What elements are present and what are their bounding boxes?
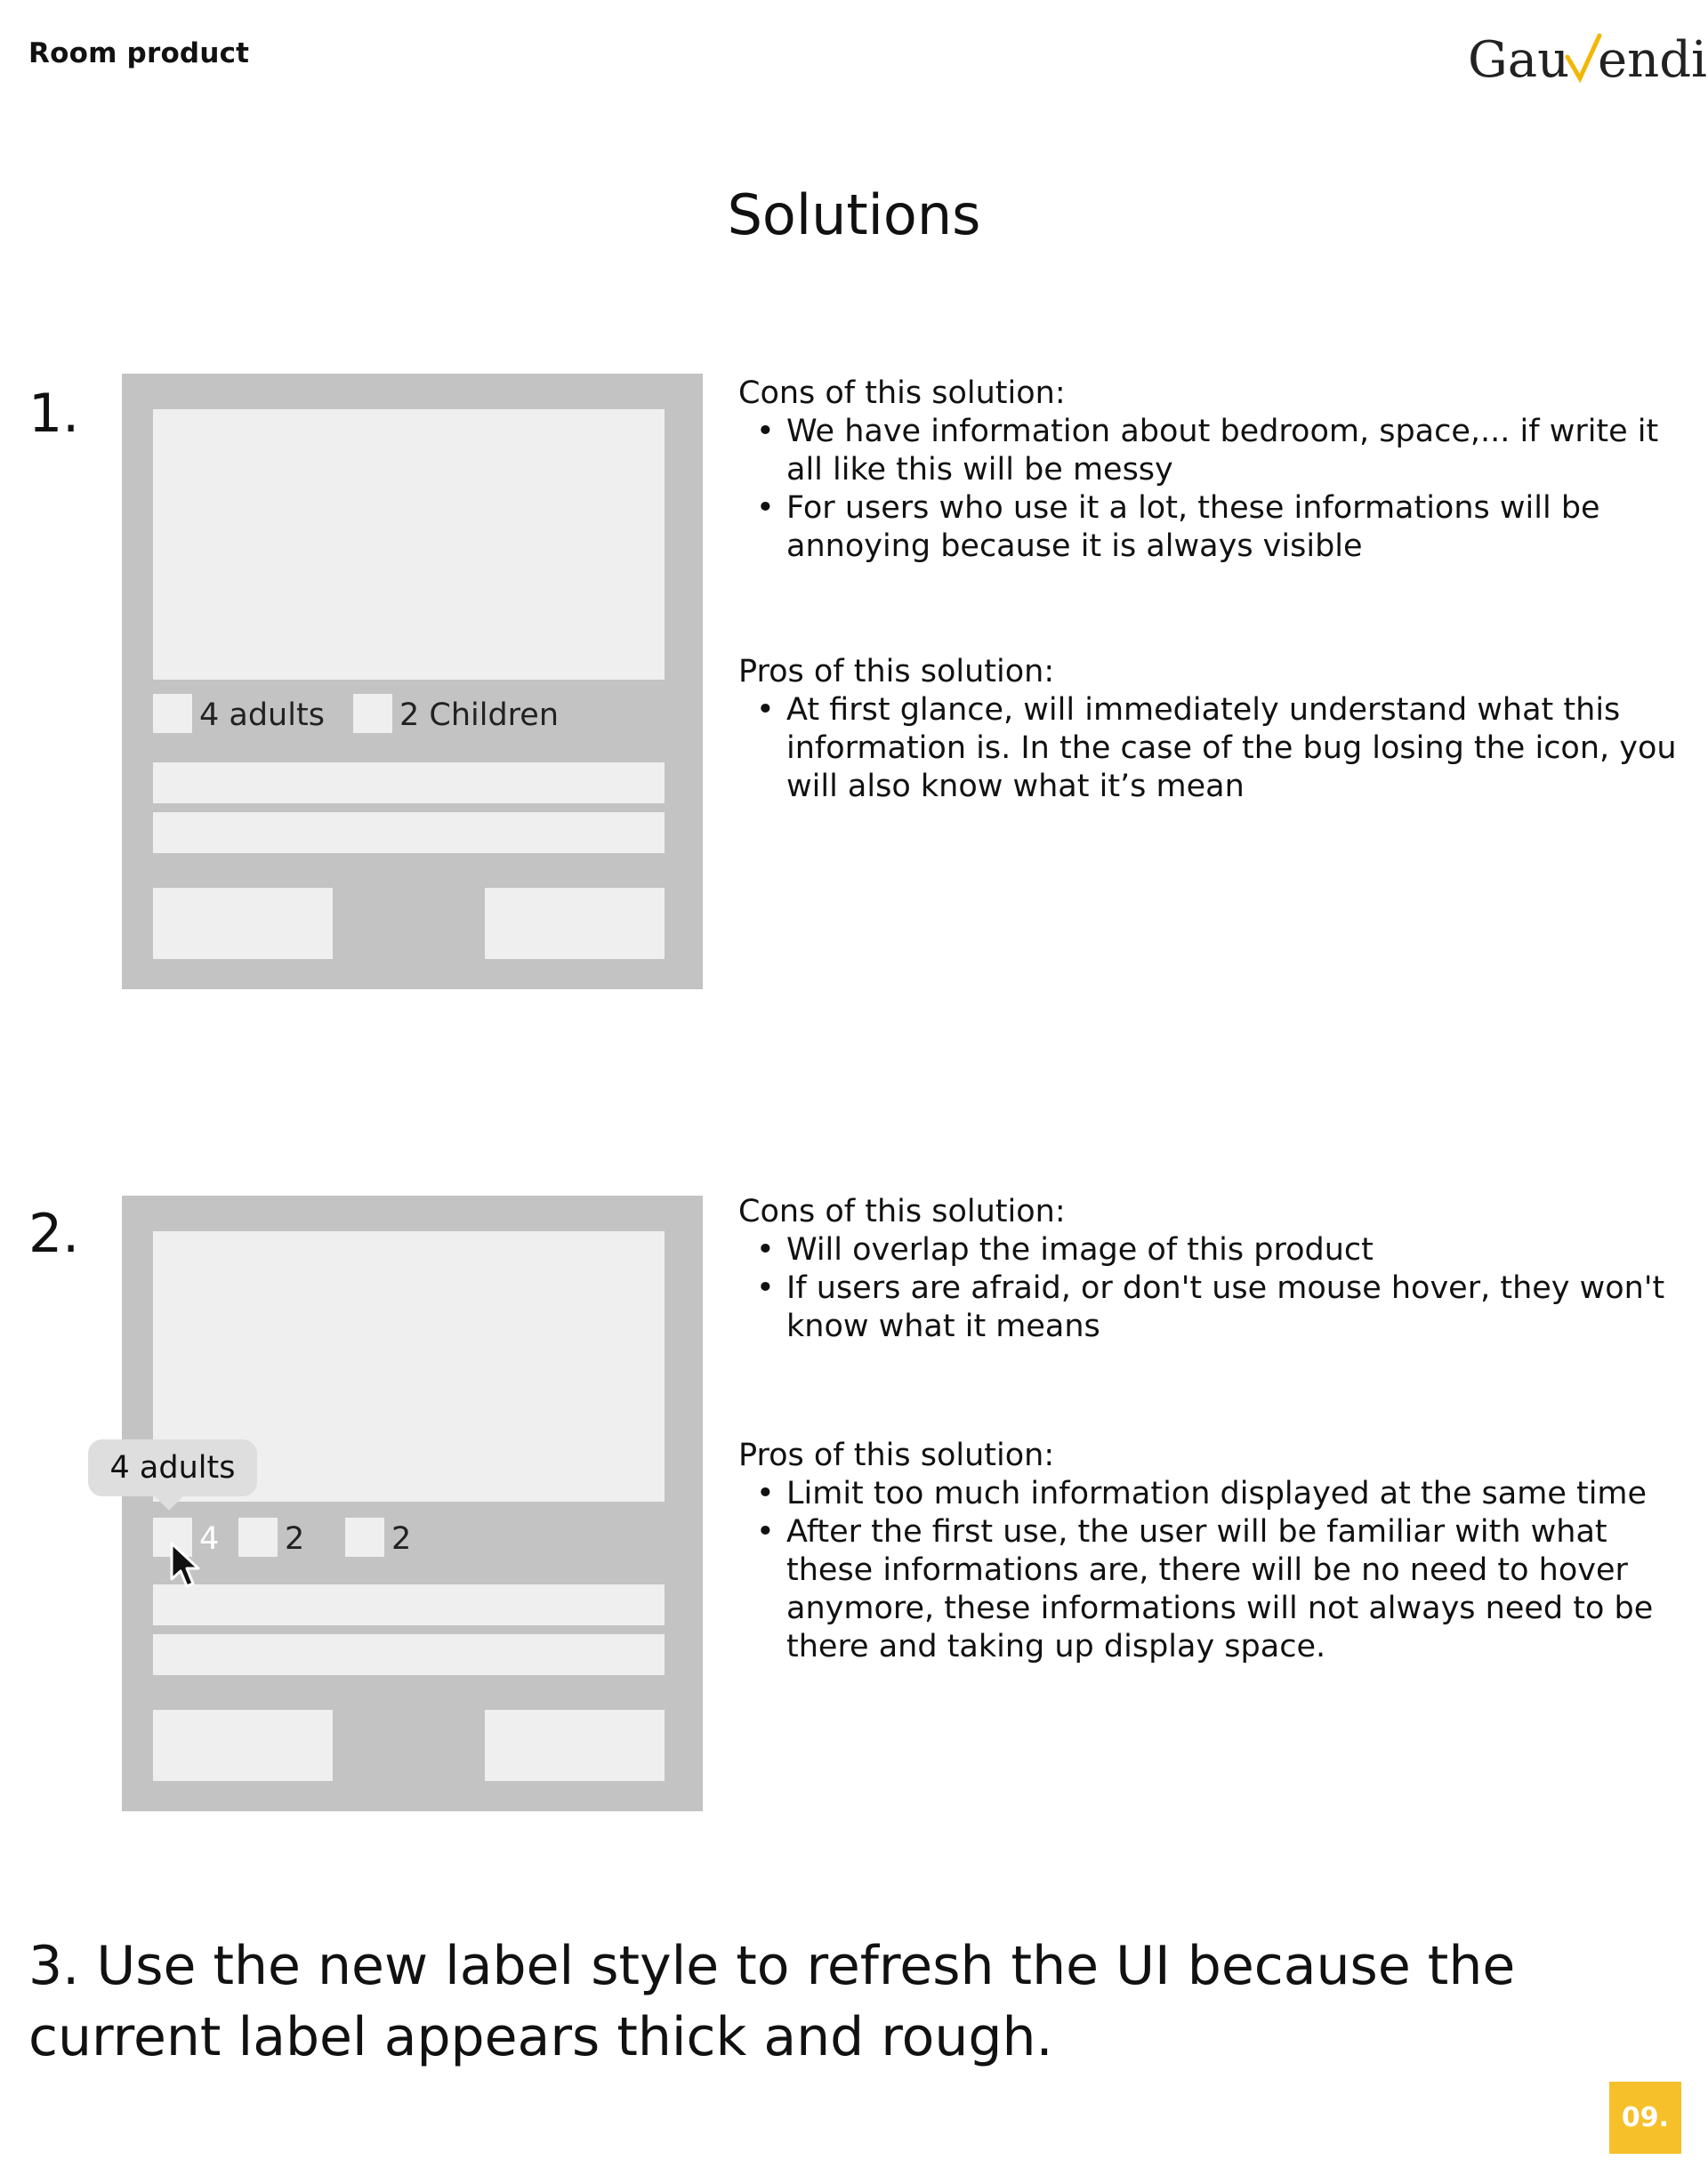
list-item: • For users who use it a lot, these informations will be annoying because it is always visible [786,489,1690,566]
page-title: Solutions [727,182,981,247]
mouse-cursor-icon [169,1542,205,1592]
solution-2-number: 2. [28,1203,80,1265]
hover-tooltip: 4 adults [88,1439,257,1496]
section-title: Room product [28,37,250,69]
bed-icon [345,1518,384,1557]
info-line [153,812,665,853]
list-item: • At first glance, will immediately understand what this information is. In the case of the bug losing the icon, you will also know what it’s mean [786,691,1690,806]
bed-value: 2 [391,1521,412,1557]
children-label: 2 Children [399,697,560,733]
children-icon [353,694,392,733]
list-item: • Will overlap the image of this product [786,1231,1690,1269]
adults-icon [153,694,192,733]
solution-1-mockup [122,374,703,989]
info-line [153,1634,665,1675]
list-item: • If users are afraid, or don't use mouse hover, they won't know what it means [786,1269,1690,1346]
solution-1-number: 1. [28,383,80,445]
image-placeholder [153,409,665,680]
info-line [153,1584,665,1625]
svg-text:Gau: Gau [1468,31,1570,89]
adults-label: 4 adults [199,697,325,733]
info-line [153,762,665,803]
action-button-placeholder [153,888,333,959]
action-button-placeholder [153,1710,333,1781]
list-item: • We have information about bedroom, space,... if write it all like this will be messy [786,413,1690,489]
children-value: 2 [285,1521,305,1557]
svg-text:endi: endi [1598,31,1707,89]
solution-2-pros [738,1437,1690,1666]
solution-1-pros [738,653,1690,806]
solution-2-cons [738,1193,1690,1346]
list-item: • After the first use, the user will be familiar with what these informations are, there will be no need to hover anymore, these informations will not always need to be there and taking up display space. [786,1513,1690,1666]
pros-heading: Pros of this solution: [738,654,1055,689]
solution-1-cons [738,375,1690,566]
action-button-placeholder [485,888,665,959]
solution-2-mockup [122,1196,703,1811]
action-button-placeholder [485,1710,665,1781]
solution-3-text: 3. Use the new label style to refresh the UI because the current label appears thick and rough. [28,1935,1516,2068]
pros-heading: Pros of this solution: [738,1438,1055,1473]
cons-heading: Cons of this solution: [738,375,1066,411]
tooltip-arrow [155,1496,183,1511]
adults-value: 4 [199,1521,220,1557]
page-number-badge: 09. [1609,2082,1681,2154]
children-icon [238,1518,278,1557]
cons-heading: Cons of this solution: [738,1194,1066,1229]
gauvendi-logo [1468,25,1707,89]
list-item: • Limit too much information displayed at the same time [786,1475,1690,1513]
